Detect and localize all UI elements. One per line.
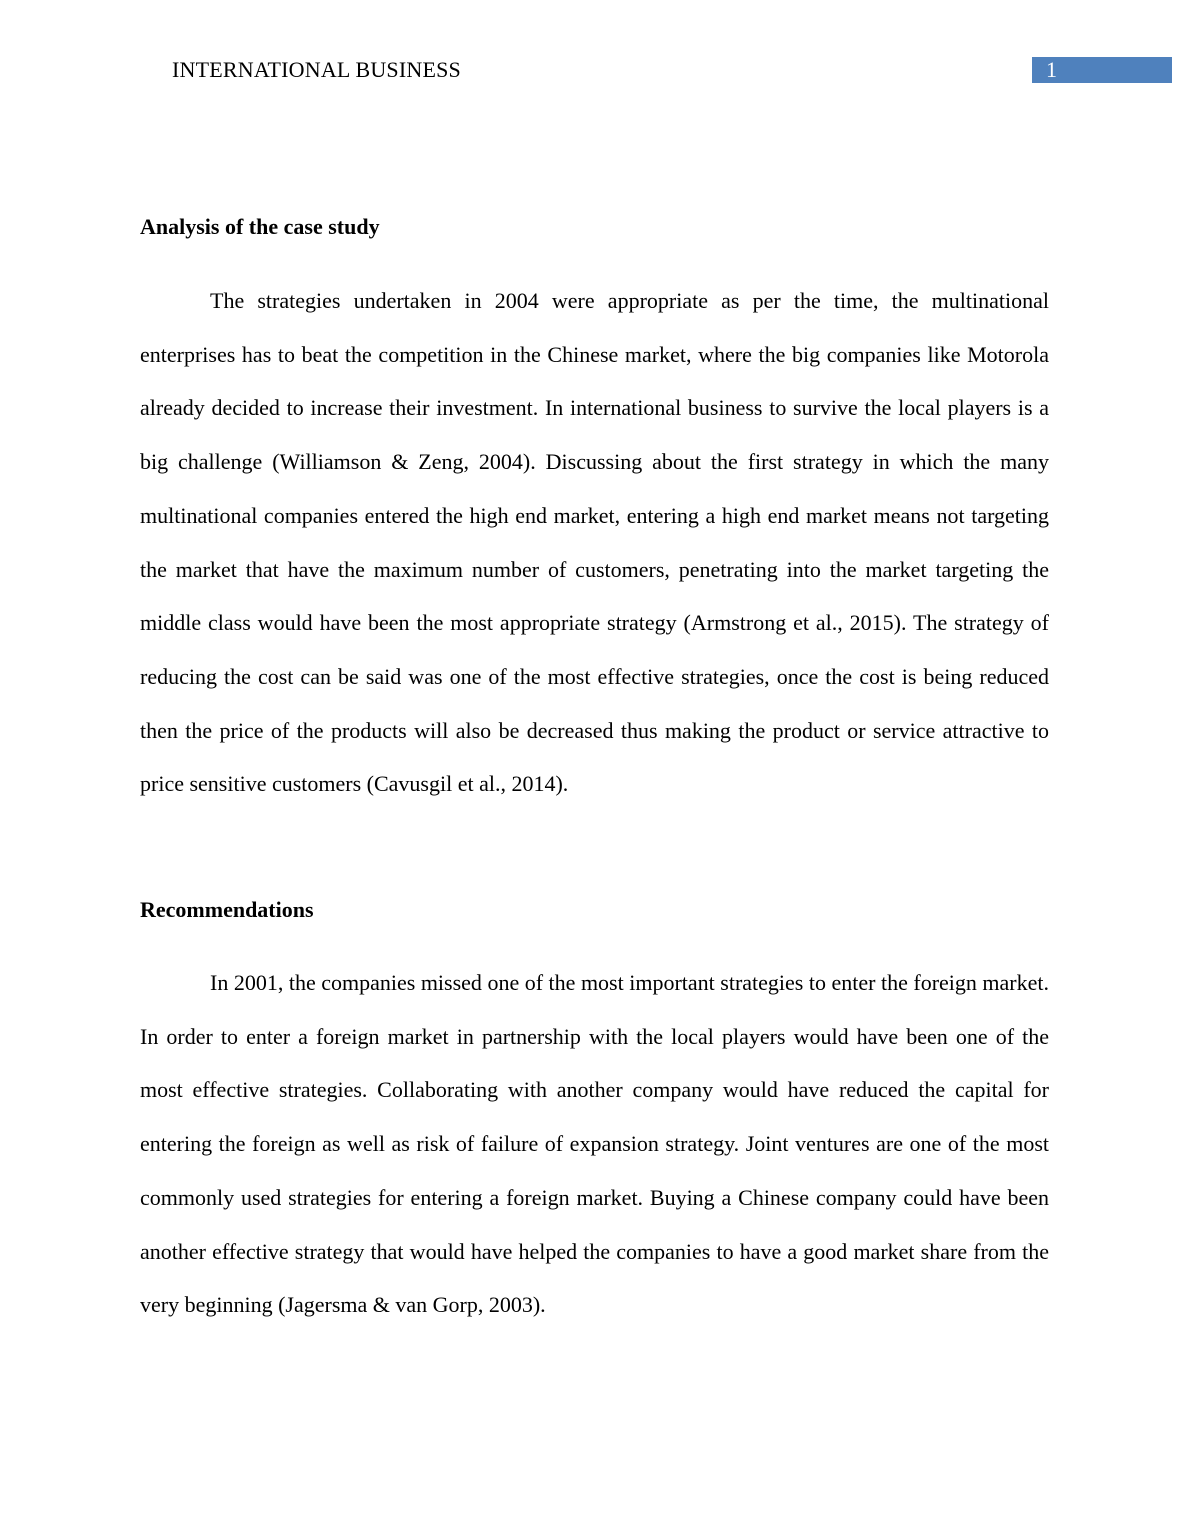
section-heading-analysis: Analysis of the case study — [140, 214, 380, 239]
running-head: INTERNATIONAL BUSINESS — [172, 57, 461, 82]
page-number-bar — [1032, 57, 1172, 83]
page-number: 1 — [1046, 57, 1057, 82]
section-paragraph-analysis: The strategies undertaken in 2004 were appropriate as per the time, the multinational enterprises has to beat the competition in the Chinese market, where the big companies like Motorola already decided to increase their investment. In international business to survive the local players is a big challenge (Williamson & Zeng, 2004). Discussing about the first strategy in which the many multinational companies entered the high end market, entering a high end market means not targeting the market that have the maximum number of customers, penetrating into the market targeting the middle class would have been the most appropriate strategy (Armstrong et al., 2015). The strategy of reducing the cost can be said was one of the most effective strategies, once the cost is being reduced then the price of the products will also be decreased thus making the product or service attractive to price sensitive customers (Cavusgil et al., 2014). — [140, 288, 1049, 797]
section-heading-recommendations: Recommendations — [140, 897, 314, 922]
section-paragraph-recommendations: In 2001, the companies missed one of the most important strategies to enter the foreign market. In order to enter a foreign market in partnership with the local players would have been one of the most effective strategies. Collaborating with another company would have reduced the capital for entering the foreign as well as risk of failure of expansion strategy. Joint ventures are one of the most commonly used strategies for entering a foreign market. Buying a Chinese company could have been another effective strategy that would have helped the companies to have a good market share from the very beginning (Jagersma & van Gorp, 2003). — [140, 970, 1049, 1318]
